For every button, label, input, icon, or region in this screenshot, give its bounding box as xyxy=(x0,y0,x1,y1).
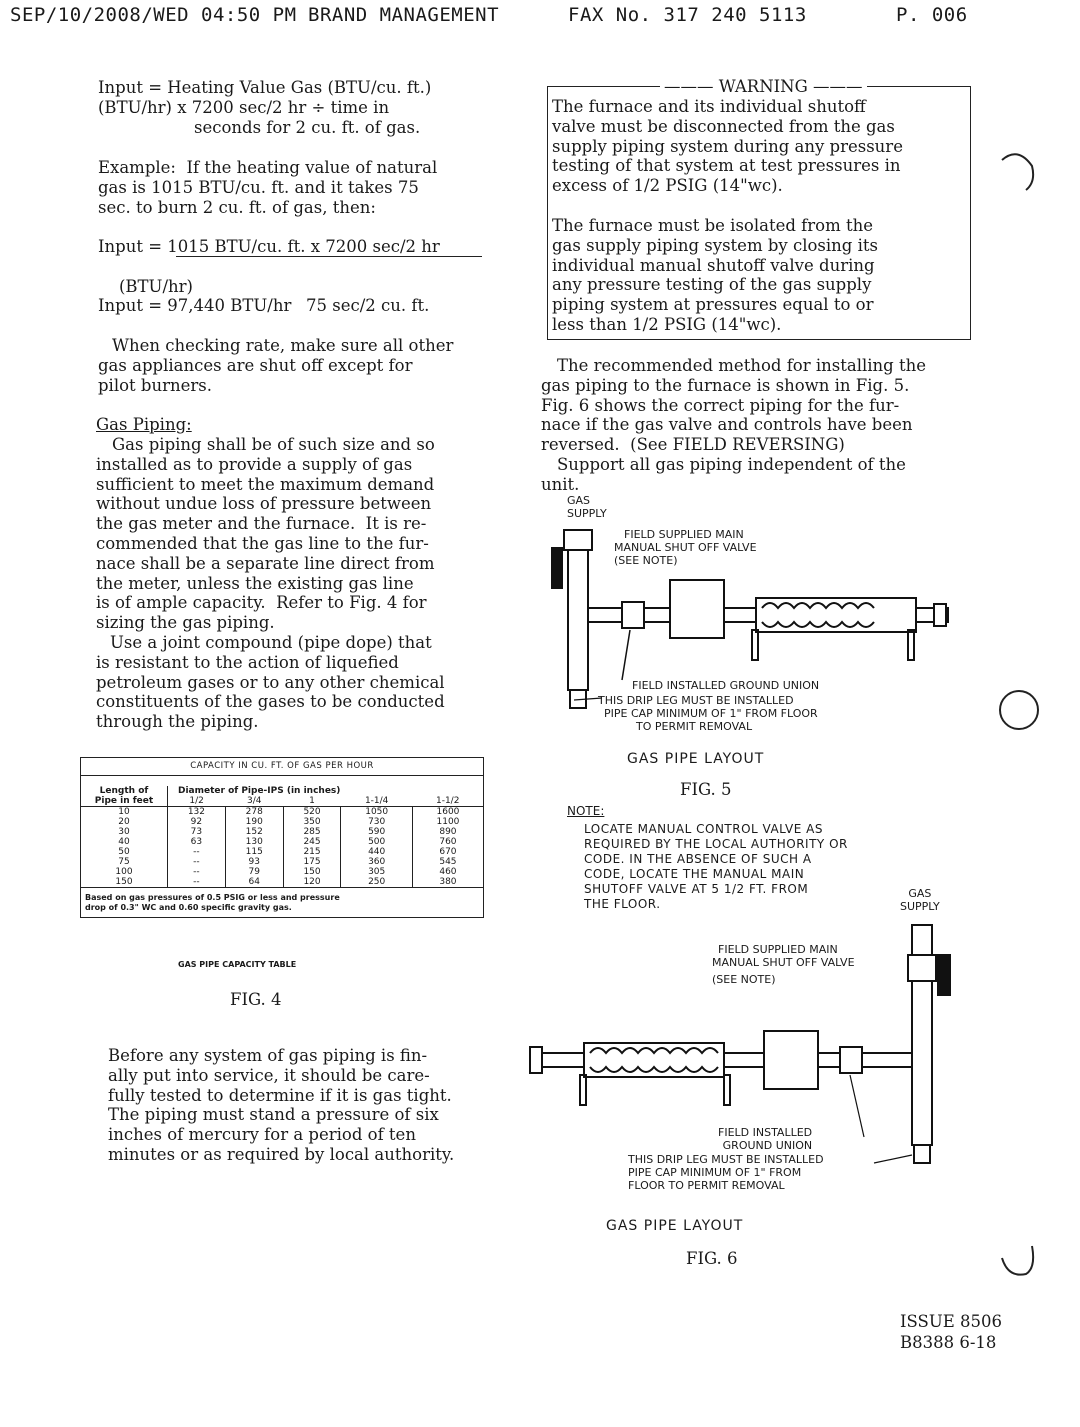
table-capacity-cell: 380 xyxy=(412,877,483,887)
calc-units: (BTU/hr) xyxy=(118,276,193,296)
text-line: the meter, unless the existing gas line xyxy=(96,573,414,593)
text-line: testing of that system at test pressures in xyxy=(552,156,901,176)
table-capacity-cell: 150 xyxy=(283,867,341,877)
text-line: pilot burners. xyxy=(98,375,212,395)
text-line: is of ample capacity. Refer to Fig. 4 for xyxy=(96,593,427,613)
fig4-label: FIG. 4 xyxy=(230,990,282,1009)
fax-datetime: SEP/10/2008/WED 04:50 PM xyxy=(10,4,297,26)
formula-line: Input = Heating Value Gas (BTU/cu. ft.) xyxy=(98,78,432,97)
label-line: (SEE NOTE) xyxy=(614,554,678,567)
note-line: LOCATE MANUAL CONTROL VALVE AS xyxy=(584,822,823,836)
label-line: SUPPLY xyxy=(900,900,940,913)
text-line: Support all gas piping independent of the xyxy=(557,454,906,474)
table-row xyxy=(81,857,483,867)
table-row xyxy=(81,867,483,877)
table-header-length: Pipe in feet xyxy=(94,796,154,806)
gas-capacity-table xyxy=(80,757,484,918)
text-line: sizing the gas piping. xyxy=(96,613,275,633)
text-line: is resistant to the action of liquefied xyxy=(96,652,399,672)
table-capacity-cell: 1050 xyxy=(341,807,412,818)
table-capacity-cell: 760 xyxy=(412,837,483,847)
note-line: CODE. IN THE ABSENCE OF SUCH A xyxy=(584,852,812,866)
table-capacity-cell: 360 xyxy=(341,857,412,867)
label-line: FIELD SUPPLIED MAIN xyxy=(718,943,838,956)
table-capacity-cell: 545 xyxy=(412,857,483,867)
text-line: nace shall be a separate line direct from xyxy=(96,553,435,573)
table-capacity-cell: 92 xyxy=(168,817,226,827)
label-line: GAS xyxy=(908,887,932,900)
fig5-union-label: FIELD INSTALLED GROUND UNION xyxy=(632,679,820,692)
fig6-title: GAS PIPE LAYOUT xyxy=(606,1218,744,1234)
text-line: Before any system of gas piping is fin- xyxy=(108,1046,428,1065)
fig6-label: FIG. 6 xyxy=(686,1249,738,1268)
gas-piping-paragraph xyxy=(96,435,445,732)
table-capacity-cell: 215 xyxy=(283,847,341,857)
table-capacity-cell: 250 xyxy=(341,877,412,887)
example-line: sec. to burn 2 cu. ft. of gas, then: xyxy=(98,197,376,217)
document-number: B8388 6-18 xyxy=(900,1333,997,1352)
fig5-valve-label xyxy=(614,528,757,567)
calc-numerator: Input = 1015 BTU/cu. ft. x 7200 sec/2 hr xyxy=(98,237,440,256)
example-line: Example: If the heating value of natural xyxy=(98,158,438,177)
label-line: THIS DRIP LEG MUST BE INSTALLED xyxy=(628,1153,824,1166)
text-line: through the piping. xyxy=(96,712,259,732)
table-note-line: drop of 0.3" WC and 0.60 specific gravity gas. xyxy=(85,903,292,912)
note-line: REQUIRED BY THE LOCAL AUTHORITY OR xyxy=(584,837,848,851)
text-line: gas piping to the furnace is shown in Fig. 5. xyxy=(541,375,910,395)
text-line: installed as to provide a supply of gas xyxy=(96,454,413,474)
table-capacity-cell: 93 xyxy=(225,857,283,867)
table-capacity-cell: 670 xyxy=(412,847,483,857)
calc-denominator: 75 sec/2 cu. ft. xyxy=(306,296,430,316)
label-line: THIS DRIP LEG MUST BE INSTALLED xyxy=(598,694,794,707)
text-line: minutes or as required by local authority. xyxy=(108,1144,455,1164)
text-line: Use a joint compound (pipe dope) that xyxy=(110,632,432,652)
label-line: TO PERMIT REMOVAL xyxy=(636,720,753,733)
text-line: unit. xyxy=(541,474,580,494)
table-capacity-cell: 120 xyxy=(283,877,341,887)
fig6-gas-supply xyxy=(900,887,940,913)
fig5-label: FIG. 5 xyxy=(680,780,732,799)
text-line: the gas meter and the furnace. It is re- xyxy=(96,514,427,534)
example-paragraph xyxy=(98,158,437,217)
text-line: When checking rate, make sure all other xyxy=(112,336,454,355)
table-length-cell: 30 xyxy=(118,827,130,837)
table-size-header: 1 xyxy=(309,796,315,806)
punch-hole-mark xyxy=(996,686,1046,736)
table-size-header: 1-1/2 xyxy=(435,796,460,806)
table-capacity-cell: 130 xyxy=(225,837,283,847)
label-line: MANUAL SHUT OFF VALVE xyxy=(614,541,757,554)
fax-department: BRAND MANAGEMENT xyxy=(308,4,500,26)
punch-hole-mark xyxy=(996,146,1046,196)
table-capacity-cell: 278 xyxy=(225,807,283,818)
text-line: inches of mercury for a period of ten xyxy=(108,1125,416,1145)
table-size-header: 1-1/4 xyxy=(364,796,389,806)
text-line: reversed. (See FIELD REVERSING) xyxy=(541,435,845,455)
fig6-union-label xyxy=(718,1126,812,1152)
table-length-cell: 40 xyxy=(118,837,130,847)
table-title: CAPACITY IN CU. FT. OF GAS PER HOUR xyxy=(81,758,483,776)
table-capacity-cell: -- xyxy=(168,857,226,867)
table-capacity-cell: 1600 xyxy=(412,807,483,818)
table-row xyxy=(81,877,483,887)
label-line: PIPE CAP MINIMUM OF 1" FROM xyxy=(628,1166,802,1179)
warning-title: WARNING xyxy=(718,77,808,96)
table-caption: GAS PIPE CAPACITY TABLE xyxy=(178,960,297,969)
text-line: Gas piping shall be of such size and so xyxy=(112,435,435,454)
text-line: piping system at pressures equal to or xyxy=(552,295,874,315)
table-header-length: Length of xyxy=(99,786,149,796)
table-length-cell: 100 xyxy=(115,867,133,877)
table-size-header: 3/4 xyxy=(246,796,262,806)
table-row xyxy=(81,817,483,827)
fig5-drip-label xyxy=(598,694,818,733)
label-line: GAS xyxy=(567,494,591,507)
fig6-valve-label xyxy=(712,943,855,986)
table-length-cell: 20 xyxy=(118,817,130,827)
table-capacity-cell: 460 xyxy=(412,867,483,877)
table-capacity-cell: 115 xyxy=(225,847,283,857)
table-length-cell: 150 xyxy=(115,877,133,887)
fig5-title: GAS PIPE LAYOUT xyxy=(627,751,765,767)
table-row xyxy=(81,837,483,847)
text-line: without undue loss of pressure between xyxy=(96,494,432,514)
table-length-cell: 50 xyxy=(118,847,130,857)
label-line: PIPE CAP MINIMUM OF 1" FROM FLOOR xyxy=(604,707,818,720)
formula-line: (BTU/hr) x 7200 sec/2 hr ÷ time in xyxy=(98,97,390,117)
note-line: CODE, LOCATE THE MANUAL MAIN xyxy=(584,867,805,881)
text-line: valve must be disconnected from the gas xyxy=(552,116,895,136)
table-length-cell: 75 xyxy=(118,857,130,867)
issue-number: ISSUE 8506 xyxy=(900,1312,1003,1331)
label-line: FLOOR TO PERMIT REMOVAL xyxy=(628,1179,785,1192)
table-capacity-cell: 73 xyxy=(168,827,226,837)
text-line: sufficient to meet the maximum demand xyxy=(96,474,435,494)
recommended-paragraph xyxy=(541,356,926,495)
note-heading: NOTE: xyxy=(567,804,605,818)
text-line: supply piping system during any pressure xyxy=(552,136,903,156)
table-row xyxy=(81,847,483,857)
table-capacity-cell: 590 xyxy=(341,827,412,837)
text-line: gas supply piping system by closing its xyxy=(552,235,878,255)
text-line: Fig. 6 shows the correct piping for the fur- xyxy=(541,395,900,415)
table-capacity-cell: -- xyxy=(168,877,226,887)
table-capacity-cell: 520 xyxy=(283,807,341,818)
table-capacity-cell: 63 xyxy=(168,837,226,847)
table-capacity-cell: 440 xyxy=(341,847,412,857)
label-line: (SEE NOTE) xyxy=(712,973,776,986)
label-line: SUPPLY xyxy=(567,507,607,520)
example-calculation xyxy=(98,237,488,336)
table-length-cell: 10 xyxy=(118,807,130,817)
fax-number: FAX No. 317 240 5113 xyxy=(568,4,807,26)
note-line: SHUTOFF VALVE AT 5 1/2 FT. FROM xyxy=(584,882,809,896)
table-capacity-cell: 305 xyxy=(341,867,412,877)
table-row xyxy=(81,807,483,818)
punch-hole-mark xyxy=(996,1236,1046,1286)
table-capacity-cell: 79 xyxy=(225,867,283,877)
warning-paragraph-1 xyxy=(552,97,903,196)
text-line: any pressure testing of the gas supply xyxy=(552,275,872,295)
table-capacity-cell: 190 xyxy=(225,817,283,827)
table-note xyxy=(81,887,483,917)
table-capacity-cell: -- xyxy=(168,867,226,877)
table-capacity-cell: 1100 xyxy=(412,817,483,827)
fig6-drip-label xyxy=(628,1153,824,1192)
warning-paragraph-2 xyxy=(552,216,878,335)
table-capacity-cell: 175 xyxy=(283,857,341,867)
label-line: FIELD INSTALLED xyxy=(718,1126,813,1139)
example-line: gas is 1015 BTU/cu. ft. and it takes 75 xyxy=(98,177,419,197)
table-capacity-cell: 132 xyxy=(168,807,226,818)
warning-title-wrap: ——— WARNING ——— xyxy=(660,77,867,97)
text-line: excess of 1/2 PSIG (14"wc). xyxy=(552,176,783,196)
text-line: nace if the gas valve and controls have been xyxy=(541,415,913,435)
testing-paragraph xyxy=(108,1046,454,1165)
table-header-diameter: Diameter of Pipe-IPS (in inches) xyxy=(168,786,484,796)
table-capacity-cell: 285 xyxy=(283,827,341,837)
table-capacity-cell: 500 xyxy=(341,837,412,847)
text-line: petroleum gases or to any other chemical xyxy=(96,672,445,692)
table-capacity-cell: -- xyxy=(168,847,226,857)
text-line: The recommended method for installing the xyxy=(557,356,926,375)
text-line: The piping must stand a pressure of six xyxy=(108,1105,439,1125)
heating-formula xyxy=(98,78,431,137)
table-capacity-cell: 730 xyxy=(341,817,412,827)
table-row xyxy=(81,827,483,837)
note-text xyxy=(584,822,848,912)
text-line: constituents of the gases to be conducted xyxy=(96,692,445,712)
text-line: individual manual shutoff valve during xyxy=(552,255,875,275)
text-line: gas appliances are shut off except for xyxy=(98,355,413,375)
calc-result: Input = 97,440 BTU/hr xyxy=(98,296,292,315)
checking-paragraph xyxy=(98,336,453,395)
table-capacity-cell: 890 xyxy=(412,827,483,837)
table-capacity-cell: 64 xyxy=(225,877,283,887)
text-line: The furnace must be isolated from the xyxy=(552,216,874,235)
table-capacity-cell: 245 xyxy=(283,837,341,847)
table-capacity-cell: 152 xyxy=(225,827,283,837)
text-line: less than 1/2 PSIG (14"wc). xyxy=(552,314,782,334)
formula-line: seconds for 2 cu. ft. of gas. xyxy=(194,117,421,137)
table-note-line: Based on gas pressures of 0.5 PSIG or less and pressure xyxy=(85,893,340,902)
gas-piping-heading: Gas Piping: xyxy=(96,415,192,434)
text-line: The furnace and its individual shutoff xyxy=(552,97,866,116)
table-size-header: 1/2 xyxy=(168,796,226,807)
fax-page: P. 006 xyxy=(896,4,968,26)
text-line: ally put into service, it should be care- xyxy=(108,1065,430,1085)
text-line: fully tested to determine if it is gas tight. xyxy=(108,1085,452,1105)
label-line: FIELD SUPPLIED MAIN xyxy=(624,528,744,541)
note-line: THE FLOOR. xyxy=(584,897,661,911)
table-capacity-cell: 350 xyxy=(283,817,341,827)
fig5-gas-supply xyxy=(567,494,607,520)
label-line: GROUND UNION xyxy=(722,1139,813,1152)
text-line: commended that the gas line to the fur- xyxy=(96,533,429,553)
label-line: MANUAL SHUT OFF VALVE xyxy=(712,956,855,969)
